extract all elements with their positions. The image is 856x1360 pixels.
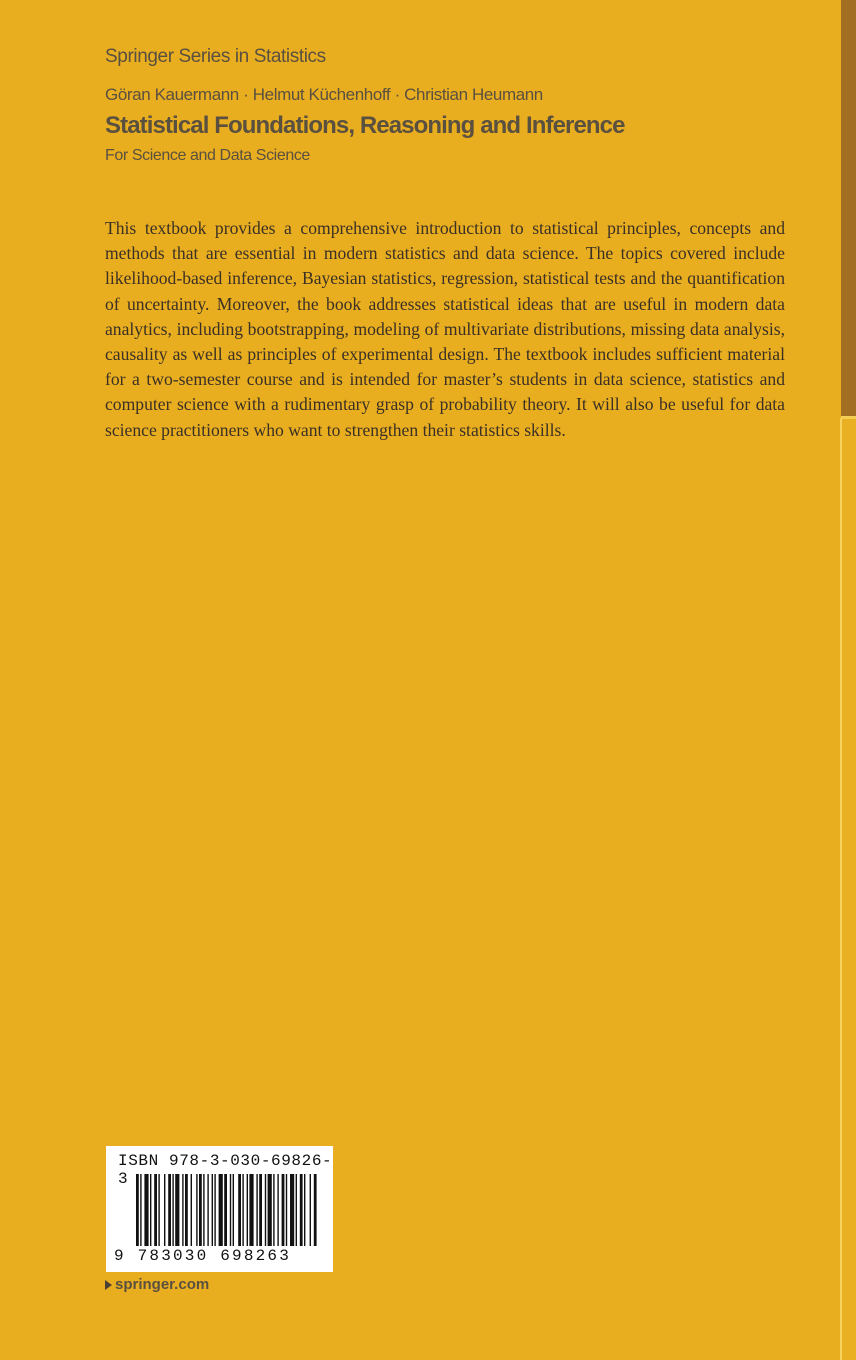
barcode-bar xyxy=(286,1174,287,1246)
barcode-bar xyxy=(136,1174,139,1246)
barcode-bar xyxy=(191,1174,192,1246)
book-description: This textbook provides a comprehensive introduction to statistical principles, concepts and methods that are essential in modern statistics and data science. The topics covered include likelihood-based inference, Bayesian statistics, regression, statistical tests and the quantification of uncertainty. Moreover, the book addresses statistical ideas that are useful in modern data analytics, including bootstrapping, modeling of multivariate distributions, missing data analysis, causality as well as principles of experimental design. The textbook includes sufficient material for a two-semester course and is intended for master’s students in data science, statistics and computer science with a rudimentary grasp of probability theory. It will also be useful for data science practitioners who want to strengthen their statistics skills. xyxy=(105,218,785,440)
website-text: springer.com xyxy=(115,1276,210,1293)
authors: Göran Kauermann · Helmut Küchenhoff · Christian Heumann xyxy=(105,85,543,104)
triangle-right-icon xyxy=(105,1280,112,1290)
barcode-bar xyxy=(168,1174,171,1246)
barcode-bar xyxy=(256,1174,257,1246)
barcode-bar xyxy=(182,1174,183,1246)
barcode-bar xyxy=(314,1174,317,1246)
barcode-bar xyxy=(207,1174,208,1246)
series-title: Springer Series in Statistics xyxy=(105,46,326,67)
spine-divider xyxy=(841,416,856,419)
barcode-bar xyxy=(203,1174,204,1246)
barcode-bar xyxy=(154,1174,157,1246)
barcode-bar xyxy=(150,1174,151,1246)
website-link[interactable] xyxy=(105,1276,209,1293)
isbn-label: ISBN 978-3-030-69826-3 xyxy=(118,1152,333,1188)
barcode-bar xyxy=(282,1174,285,1246)
barcode-bar xyxy=(212,1174,213,1246)
barcode-box xyxy=(106,1146,333,1272)
barcode-digits: 9 783030 698263 xyxy=(114,1247,292,1265)
barcode-bar xyxy=(175,1174,179,1246)
book-subtitle: For Science and Data Science xyxy=(105,147,310,164)
barcode-bar xyxy=(230,1174,231,1246)
barcode-bar xyxy=(158,1174,159,1246)
barcode-bar xyxy=(259,1174,262,1246)
barcode-bar xyxy=(290,1174,294,1246)
barcode-bar xyxy=(164,1174,165,1246)
barcode-bar xyxy=(277,1174,278,1246)
barcode-bar xyxy=(185,1174,188,1246)
barcode-bar xyxy=(265,1174,266,1246)
barcode-bar xyxy=(233,1174,234,1246)
barcode-bar xyxy=(172,1174,173,1246)
barcode-bar xyxy=(300,1174,303,1246)
barcode-bar xyxy=(273,1174,274,1246)
barcode-bar xyxy=(196,1174,197,1246)
barcode-bar xyxy=(242,1174,243,1246)
barcode-bar xyxy=(199,1174,202,1246)
spine-dark-band xyxy=(841,0,856,418)
barcode-bar xyxy=(304,1174,305,1246)
barcode-bar xyxy=(144,1174,148,1246)
barcode-bar xyxy=(214,1174,215,1246)
spine-highlight-line xyxy=(840,418,842,1360)
barcode-bar xyxy=(296,1174,297,1246)
barcode-bar xyxy=(310,1174,311,1246)
book-title: Statistical Foundations, Reasoning and Inference xyxy=(105,112,625,139)
barcode-bar xyxy=(224,1174,227,1246)
barcode-bar xyxy=(140,1174,141,1246)
barcode-bar xyxy=(247,1174,248,1246)
barcode-bar xyxy=(219,1174,223,1246)
barcode-bar xyxy=(268,1174,272,1246)
barcode-bar xyxy=(249,1174,253,1246)
barcode-bar xyxy=(238,1174,241,1246)
